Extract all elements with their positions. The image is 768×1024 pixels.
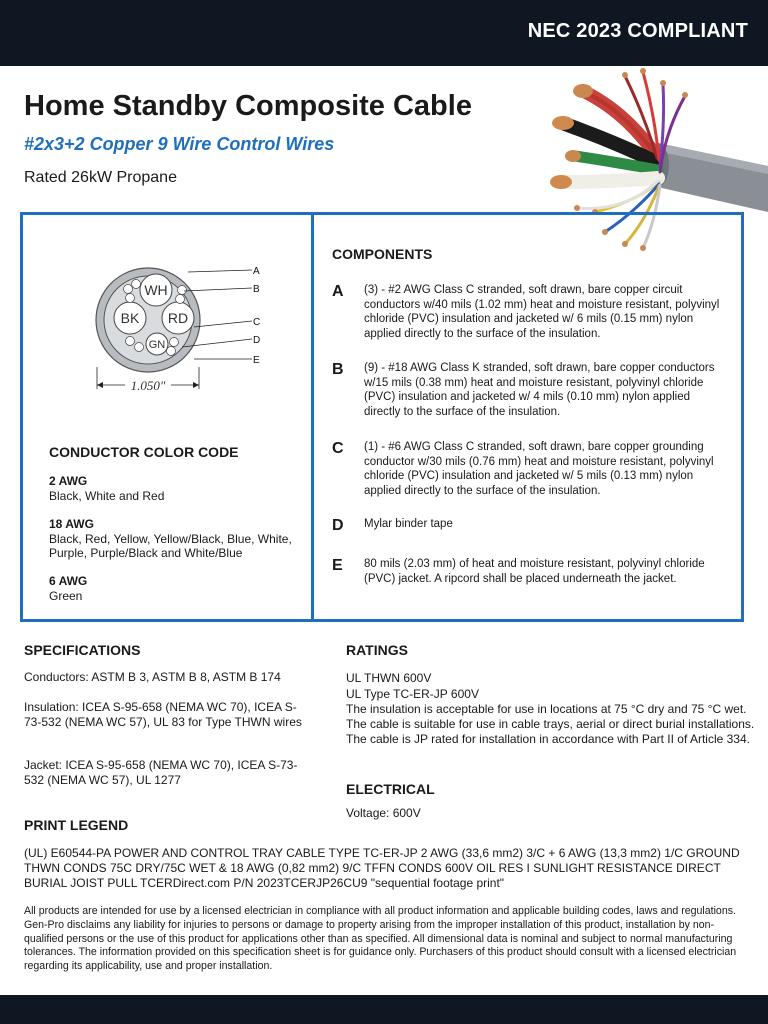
color-code-gauge: 2 AWG [49,474,88,488]
component-description: (1) - #6 AWG Class C stranded, soft drawn, bare copper grounding conductor w/30 mils (0.76 mm) heat and moisture resistant, polyvinyl chloride (PVC) insulation and jacketed w/ 5 mils (0.13 mm) nylon applied directly to the surface of the insulation. [364,441,714,497]
top-bar [0,0,768,66]
color-code-gauge: 6 AWG [49,574,88,588]
color-code-colors: Black, White and Red [49,488,165,503]
cable-cross-section-diagram [70,255,300,405]
conductor-mark-bk: BK [120,310,140,326]
diameter-dimension: 1.050" [130,378,166,393]
color-code-group [49,517,299,561]
product-subtitle: #2x3+2 Copper 9 Wire Control Wires [24,134,335,154]
component-description: (9) - #18 AWG Class K stranded, soft drawn, bare copper conductors w/15 mils (0.38 mm) heat and moisture resistant, polyvinyl chloride (PVC) insulation and jacketed w/ 4 mils (0.10 mm) nylon applied directly to the surface of the insulation. [364,362,715,418]
components-title: COMPONENTS [332,246,433,262]
ratings-title: RATINGS [346,642,408,658]
color-code-group [49,574,289,603]
component-description: Mylar binder tape [364,518,453,530]
cross-section-drawing [96,268,252,389]
panel-divider [311,215,314,619]
product-rating: Rated 26kW Propane [24,169,177,186]
diagram-label-b: B [253,284,260,295]
component-letter: C [332,440,344,457]
specifications-title: SPECIFICATIONS [24,642,141,658]
spec-jacket: Jacket: ICEA S-95-658 (NEMA WC 70), ICEA S-73-532 (NEMA WC 57), UL 1277 [24,758,298,787]
component-letter: D [332,517,344,534]
print-legend-text: (UL) E60544-PA POWER AND CONTROL TRAY CABLE TYPE TC-ER-JP 2 AWG (33,6 mm2) 3/C + 6 AWG (13,3 mm2) 1/C GROUND THWN CONDS 75C DRY/75C WET & 18 AWG (0,82 mm2) 9/C TFFN CONDS 600V OIL RES I SUNLIGHT RESISTANCE DIRECT BURIAL JOIST PULL TCERDirect.com P/N 2023TCERJP26CU9 "sequential footage print" [24,846,740,890]
diagram-label-d: D [253,335,261,346]
nec-compliance-badge: NEC 2023 COMPLIANT [527,20,748,42]
spec-insulation: Insulation: ICEA S-95-658 (NEMA WC 70), ICEA S-73-532 (NEMA WC 57), UL 83 for Type THWN wires [24,700,302,729]
color-code-group [49,474,289,503]
component-letter: B [332,361,344,378]
rating-description: The insulation is acceptable for use in locations at 75 °C dry and 75 °C wet. The cable is suitable for use in cable trays, aerial or direct burial installations. The cable is JP rated for installation in accordance with Part II of Article 334. [346,702,755,746]
component-letter: A [332,283,344,300]
diagram-label-e: E [253,355,260,366]
product-title: Home Standby Composite Cable [24,90,472,122]
diagram-label-a: A [253,266,260,277]
diagram-label-c: C [253,317,261,328]
conductor-mark-wh: WH [144,282,168,298]
color-code-colors: Black, Red, Yellow, Yellow/Black, Blue, White, Purple, Purple/Black and White/Blue [49,531,292,560]
rating-thwn: UL THWN 600V [346,671,432,685]
spec-conductors: Conductors: ASTM B 3, ASTM B 8, ASTM B 174 [24,670,281,684]
conductor-mark-rd: RD [167,310,189,326]
color-code-colors: Green [49,588,83,603]
component-letter: E [332,557,343,574]
color-code-gauge: 18 AWG [49,517,94,531]
color-code-title: CONDUCTOR COLOR CODE [49,444,239,460]
electrical-voltage: Voltage: 600V [346,806,421,820]
component-description: 80 mils (2.03 mm) of heat and moisture resistant, polyvinyl chloride (PVC) jacket. A ripcord shall be placed underneath the jacket. [364,558,705,585]
print-legend-title: PRINT LEGEND [24,817,129,833]
electrical-title: ELECTRICAL [346,781,435,797]
legal-disclaimer: All products are intended for use by a licensed electrician in compliance with all product information and applicable building codes, laws and regulations. Gen-Pro disclaims any liability for injuries to persons or damage to property arising from the improper installation of this product, installation by non-qualified persons or the use of this product for applications other than as specified. All dimensional data is nominal and subject to normal manufacturing tolerances. The information provided on this specification sheet is for guidance only. Purchasers of this product should consult with a licensed electrician regarding its applicability, use and proper installation. [24,905,737,973]
component-description: (3) - #2 AWG Class C stranded, soft drawn, bare copper circuit conductors w/40 mils (1.02 mm) heat and moisture resistant, polyvinyl chloride (PVC) insulation and jacketed w/ 6 mils (0.15 mm) nylon applied directly to the surface of the insulation. [364,284,720,340]
bottom-bar [0,995,768,1024]
rating-tc-er-jp: UL Type TC-ER-JP 600V [346,687,479,701]
conductor-mark-gn: GN [148,339,166,351]
